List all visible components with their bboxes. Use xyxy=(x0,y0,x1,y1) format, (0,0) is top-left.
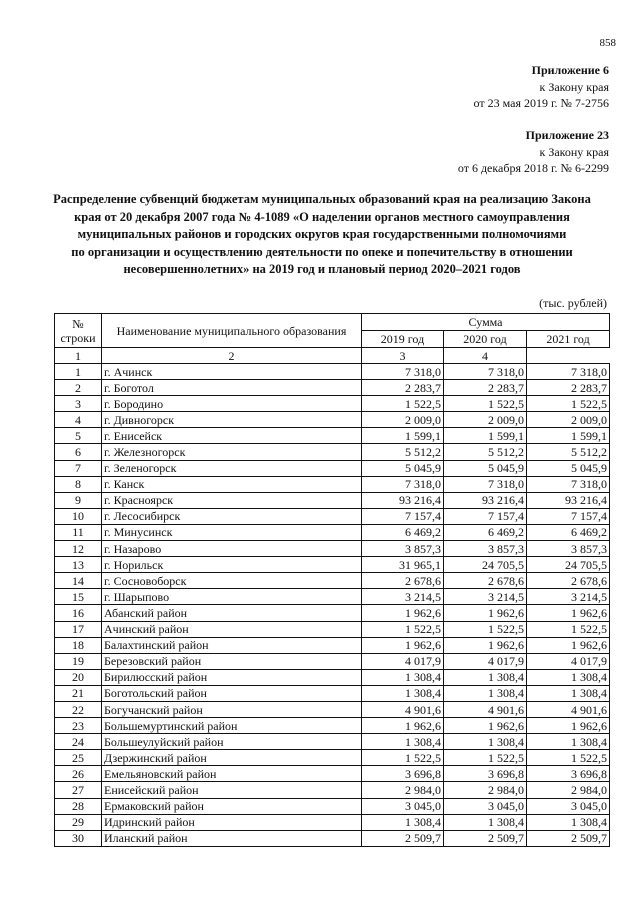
page-number: 858 xyxy=(599,37,616,49)
document-title-line: края от 20 декабря 2007 года № 4-1089 «О наделении органов местного самоуправления xyxy=(74,209,570,224)
amount-2021-cell: 5 045,9 xyxy=(527,460,610,476)
row-number-cell: 5 xyxy=(55,428,102,444)
row-number-cell: 24 xyxy=(55,734,102,750)
row-number-cell: 4 xyxy=(55,412,102,428)
municipality-name-cell: г. Дивногорск xyxy=(102,412,362,428)
amount-2021-cell: 4 901,6 xyxy=(527,701,610,717)
amount-2020-cell: 1 308,4 xyxy=(444,814,527,830)
amount-2021-cell: 2 678,6 xyxy=(527,573,610,589)
municipality-name-cell: Ачинский район xyxy=(102,621,362,637)
amount-2020-cell: 93 216,4 xyxy=(444,492,527,508)
amount-2019-cell: 1 599,1 xyxy=(362,428,444,444)
amount-2021-cell: 2 283,7 xyxy=(527,380,610,396)
row-number-cell: 27 xyxy=(55,782,102,798)
table-row xyxy=(55,830,610,846)
amount-2021-cell: 2 984,0 xyxy=(527,782,610,798)
amount-2021-cell: 2 509,7 xyxy=(527,830,610,846)
table-row xyxy=(55,637,610,653)
amount-2019-cell: 7 157,4 xyxy=(362,508,444,524)
table-row xyxy=(55,396,610,412)
row-number-cell: 6 xyxy=(55,444,102,460)
municipality-name-cell: г. Бородино xyxy=(102,396,362,412)
municipality-name-cell: г. Норильск xyxy=(102,557,362,573)
amount-2019-cell: 1 308,4 xyxy=(362,734,444,750)
appendix-6-date-line: от 23 мая 2019 г. № 7-2756 xyxy=(473,96,609,110)
document-title-line: по организации и осуществлению деятельности по опеке и попечительству в отношении xyxy=(71,244,573,259)
table-row xyxy=(55,428,610,444)
table-body xyxy=(55,364,610,847)
amount-2019-cell: 6 469,2 xyxy=(362,524,444,540)
amount-2020-cell: 4 901,6 xyxy=(444,701,527,717)
document-title-line: несовершеннолетних» на 2019 год и плановый период 2020–2021 годов xyxy=(123,262,521,276)
table-row xyxy=(55,589,610,605)
amount-2021-cell: 1 308,4 xyxy=(527,814,610,830)
appendix-23-header xyxy=(458,127,609,177)
amount-2020-cell: 3 045,0 xyxy=(444,798,527,814)
table-row xyxy=(55,798,610,814)
row-number-cell: 21 xyxy=(55,685,102,701)
column-index-1: 1 xyxy=(55,348,102,364)
municipality-name-cell: г. Канск xyxy=(102,476,362,492)
row-number-cell: 12 xyxy=(55,541,102,557)
amount-2021-cell: 1 308,4 xyxy=(527,685,610,701)
amount-2019-cell: 2 509,7 xyxy=(362,830,444,846)
amount-2019-cell: 1 522,5 xyxy=(362,396,444,412)
amount-2019-cell: 3 696,8 xyxy=(362,766,444,782)
table-row xyxy=(55,653,610,669)
row-number-cell: 11 xyxy=(55,524,102,540)
municipality-name-cell: Большемуртинский район xyxy=(102,718,362,734)
amount-2020-cell: 4 017,9 xyxy=(444,653,527,669)
municipality-name-cell: г. Ачинск xyxy=(102,364,362,380)
municipality-name-cell: г. Красноярск xyxy=(102,492,362,508)
table-row xyxy=(55,541,610,557)
header-year-2020: 2020 год xyxy=(444,331,527,348)
amount-2021-cell: 1 522,5 xyxy=(527,396,610,412)
amount-2019-cell: 2 283,7 xyxy=(362,380,444,396)
units-label: (тыс. рублей) xyxy=(539,296,607,310)
amount-2020-cell: 3 696,8 xyxy=(444,766,527,782)
municipality-name-cell: г. Сосновоборск xyxy=(102,573,362,589)
document-title xyxy=(44,191,600,279)
row-number-cell: 29 xyxy=(55,814,102,830)
amount-2021-cell: 7 318,0 xyxy=(527,476,610,492)
row-number-cell: 2 xyxy=(55,380,102,396)
row-number-cell: 26 xyxy=(55,766,102,782)
row-number-cell: 22 xyxy=(55,701,102,717)
amount-2021-cell: 7 318,0 xyxy=(527,364,610,380)
amount-2019-cell: 1 308,4 xyxy=(362,814,444,830)
amount-2021-cell: 6 469,2 xyxy=(527,524,610,540)
amount-2021-cell: 1 599,1 xyxy=(527,428,610,444)
amount-2020-cell: 7 157,4 xyxy=(444,508,527,524)
row-number-cell: 1 xyxy=(55,364,102,380)
appendix-23-law-line: к Закону края xyxy=(539,144,609,159)
amount-2019-cell: 2 678,6 xyxy=(362,573,444,589)
row-number-cell: 25 xyxy=(55,750,102,766)
table-row xyxy=(55,782,610,798)
amount-2019-cell: 5 045,9 xyxy=(362,460,444,476)
row-number-cell: 28 xyxy=(55,798,102,814)
municipality-name-cell: г. Шарыпово xyxy=(102,589,362,605)
table-row xyxy=(55,750,610,766)
appendix-6-title: Приложение 6 xyxy=(531,63,609,77)
amount-2020-cell: 1 962,6 xyxy=(444,718,527,734)
table-row xyxy=(55,669,610,685)
amount-2019-cell: 1 962,6 xyxy=(362,637,444,653)
amount-2021-cell: 3 857,3 xyxy=(527,541,610,557)
row-number-cell: 3 xyxy=(55,396,102,412)
amount-2020-cell: 1 522,5 xyxy=(444,621,527,637)
amount-2021-cell: 2 009,0 xyxy=(527,412,610,428)
amount-2019-cell: 2 984,0 xyxy=(362,782,444,798)
amount-2021-cell: 1 522,5 xyxy=(527,621,610,637)
amount-2021-cell: 4 017,9 xyxy=(527,653,610,669)
row-number-cell: 10 xyxy=(55,508,102,524)
amount-2021-cell: 1 962,6 xyxy=(527,718,610,734)
municipality-name-cell: Боготольский район xyxy=(102,685,362,701)
municipality-name-cell: Богучанский район xyxy=(102,701,362,717)
amount-2019-cell: 2 009,0 xyxy=(362,412,444,428)
amount-2020-cell: 2 009,0 xyxy=(444,412,527,428)
amount-2020-cell: 1 522,5 xyxy=(444,396,527,412)
table-row xyxy=(55,444,610,460)
amount-2021-cell: 1 308,4 xyxy=(527,734,610,750)
amount-2019-cell: 31 965,1 xyxy=(362,557,444,573)
appendix-23-date-line: от 6 декабря 2018 г. № 6-2299 xyxy=(457,161,609,175)
table-row xyxy=(55,605,610,621)
amount-2019-cell: 1 308,4 xyxy=(362,685,444,701)
table-row xyxy=(55,557,610,573)
municipality-name-cell: г. Назарово xyxy=(102,541,362,557)
municipality-name-cell: Березовский район xyxy=(102,653,362,669)
row-number-cell: 13 xyxy=(55,557,102,573)
header-municipality-name: Наименование муниципального образования xyxy=(102,314,362,348)
amount-2020-cell: 1 962,6 xyxy=(444,605,527,621)
column-index-3: 3 xyxy=(362,348,444,364)
amount-2021-cell: 1 522,5 xyxy=(527,750,610,766)
row-number-cell: 19 xyxy=(55,653,102,669)
amount-2020-cell: 2 283,7 xyxy=(444,380,527,396)
municipality-name-cell: г. Боготол xyxy=(102,380,362,396)
amount-2020-cell: 1 599,1 xyxy=(444,428,527,444)
amount-2021-cell: 5 512,2 xyxy=(527,444,610,460)
subventions-table xyxy=(54,313,610,847)
row-number-cell: 23 xyxy=(55,718,102,734)
amount-2021-cell: 7 157,4 xyxy=(527,508,610,524)
amount-2020-cell: 5 045,9 xyxy=(444,460,527,476)
amount-2021-cell: 1 308,4 xyxy=(527,669,610,685)
amount-2019-cell: 1 308,4 xyxy=(362,669,444,685)
row-number-cell: 7 xyxy=(55,460,102,476)
amount-2021-cell: 3 214,5 xyxy=(527,589,610,605)
amount-2020-cell: 7 318,0 xyxy=(444,476,527,492)
amount-2019-cell: 4 017,9 xyxy=(362,653,444,669)
municipality-name-cell: г. Зеленогорск xyxy=(102,460,362,476)
row-number-cell: 15 xyxy=(55,589,102,605)
row-number-cell: 17 xyxy=(55,621,102,637)
table-row xyxy=(55,476,610,492)
header-sum: Сумма xyxy=(362,314,610,331)
table-row xyxy=(55,573,610,589)
appendix-23-title: Приложение 23 xyxy=(525,128,609,142)
table-row xyxy=(55,814,610,830)
amount-2019-cell: 5 512,2 xyxy=(362,444,444,460)
amount-2019-cell: 1 522,5 xyxy=(362,750,444,766)
amount-2019-cell: 93 216,4 xyxy=(362,492,444,508)
header-year-2021: 2021 год xyxy=(527,331,610,348)
amount-2019-cell: 4 901,6 xyxy=(362,701,444,717)
municipality-name-cell: Идринский район xyxy=(102,814,362,830)
amount-2019-cell: 1 962,6 xyxy=(362,718,444,734)
municipality-name-cell: Бирилюсский район xyxy=(102,669,362,685)
table-row xyxy=(55,718,610,734)
amount-2020-cell: 3 214,5 xyxy=(444,589,527,605)
amount-2019-cell: 1 522,5 xyxy=(362,621,444,637)
amount-2020-cell: 5 512,2 xyxy=(444,444,527,460)
municipality-name-cell: г. Железногорск xyxy=(102,444,362,460)
amount-2021-cell: 3 045,0 xyxy=(527,798,610,814)
table-row xyxy=(55,412,610,428)
table-row xyxy=(55,508,610,524)
amount-2020-cell: 1 522,5 xyxy=(444,750,527,766)
table-row xyxy=(55,766,610,782)
row-number-cell: 8 xyxy=(55,476,102,492)
amount-2019-cell: 3 857,3 xyxy=(362,541,444,557)
amount-2020-cell: 1 308,4 xyxy=(444,685,527,701)
municipality-name-cell: г. Лесосибирск xyxy=(102,508,362,524)
amount-2020-cell: 7 318,0 xyxy=(444,364,527,380)
row-number-cell: 9 xyxy=(55,492,102,508)
municipality-name-cell: Дзержинский район xyxy=(102,750,362,766)
amount-2021-cell: 1 962,6 xyxy=(527,637,610,653)
row-number-cell: 14 xyxy=(55,573,102,589)
table-row xyxy=(55,621,610,637)
column-index-4: 4 xyxy=(444,348,527,364)
amount-2021-cell: 24 705,5 xyxy=(527,557,610,573)
amount-2021-cell: 93 216,4 xyxy=(527,492,610,508)
amount-2019-cell: 3 214,5 xyxy=(362,589,444,605)
document-title-line: муниципальных районов и городских округов края государственными полномочиями xyxy=(77,227,567,241)
document-title-line: Распределение субвенций бюджетам муниципальных образований края на реализацию Закона xyxy=(53,192,591,206)
amount-2020-cell: 1 308,4 xyxy=(444,734,527,750)
amount-2020-cell: 2 509,7 xyxy=(444,830,527,846)
table-row xyxy=(55,460,610,476)
table-row xyxy=(55,364,610,380)
row-number-cell: 20 xyxy=(55,669,102,685)
amount-2019-cell: 1 962,6 xyxy=(362,605,444,621)
municipality-name-cell: Емельяновский район xyxy=(102,766,362,782)
table-row xyxy=(55,524,610,540)
appendix-6-law-line: к Закону края xyxy=(539,79,609,94)
amount-2020-cell: 2 678,6 xyxy=(444,573,527,589)
table-row xyxy=(55,685,610,701)
municipality-name-cell: Ермаковский район xyxy=(102,798,362,814)
amount-2020-cell: 6 469,2 xyxy=(444,524,527,540)
header-row-number: № строки xyxy=(55,314,102,348)
amount-2019-cell: 7 318,0 xyxy=(362,364,444,380)
row-number-cell: 30 xyxy=(55,830,102,846)
appendix-6-header xyxy=(474,62,609,112)
table-row xyxy=(55,701,610,717)
header-year-2019: 2019 год xyxy=(362,331,444,348)
amount-2020-cell: 24 705,5 xyxy=(444,557,527,573)
municipality-name-cell: Иланский район xyxy=(102,830,362,846)
amount-2019-cell: 7 318,0 xyxy=(362,476,444,492)
table-row xyxy=(55,492,610,508)
municipality-name-cell: Енисейский район xyxy=(102,782,362,798)
row-number-cell: 16 xyxy=(55,605,102,621)
column-index-2: 2 xyxy=(102,348,362,364)
municipality-name-cell: Абанский район xyxy=(102,605,362,621)
amount-2020-cell: 1 308,4 xyxy=(444,669,527,685)
amount-2020-cell: 1 962,6 xyxy=(444,637,527,653)
amount-2021-cell: 3 696,8 xyxy=(527,766,610,782)
amount-2021-cell: 1 962,6 xyxy=(527,605,610,621)
table-row xyxy=(55,734,610,750)
amount-2020-cell: 3 857,3 xyxy=(444,541,527,557)
municipality-name-cell: г. Енисейск xyxy=(102,428,362,444)
municipality-name-cell: Большеулуйский район xyxy=(102,734,362,750)
municipality-name-cell: г. Минусинск xyxy=(102,524,362,540)
municipality-name-cell: Балахтинский район xyxy=(102,637,362,653)
amount-2019-cell: 3 045,0 xyxy=(362,798,444,814)
row-number-cell: 18 xyxy=(55,637,102,653)
table-row xyxy=(55,380,610,396)
amount-2020-cell: 2 984,0 xyxy=(444,782,527,798)
